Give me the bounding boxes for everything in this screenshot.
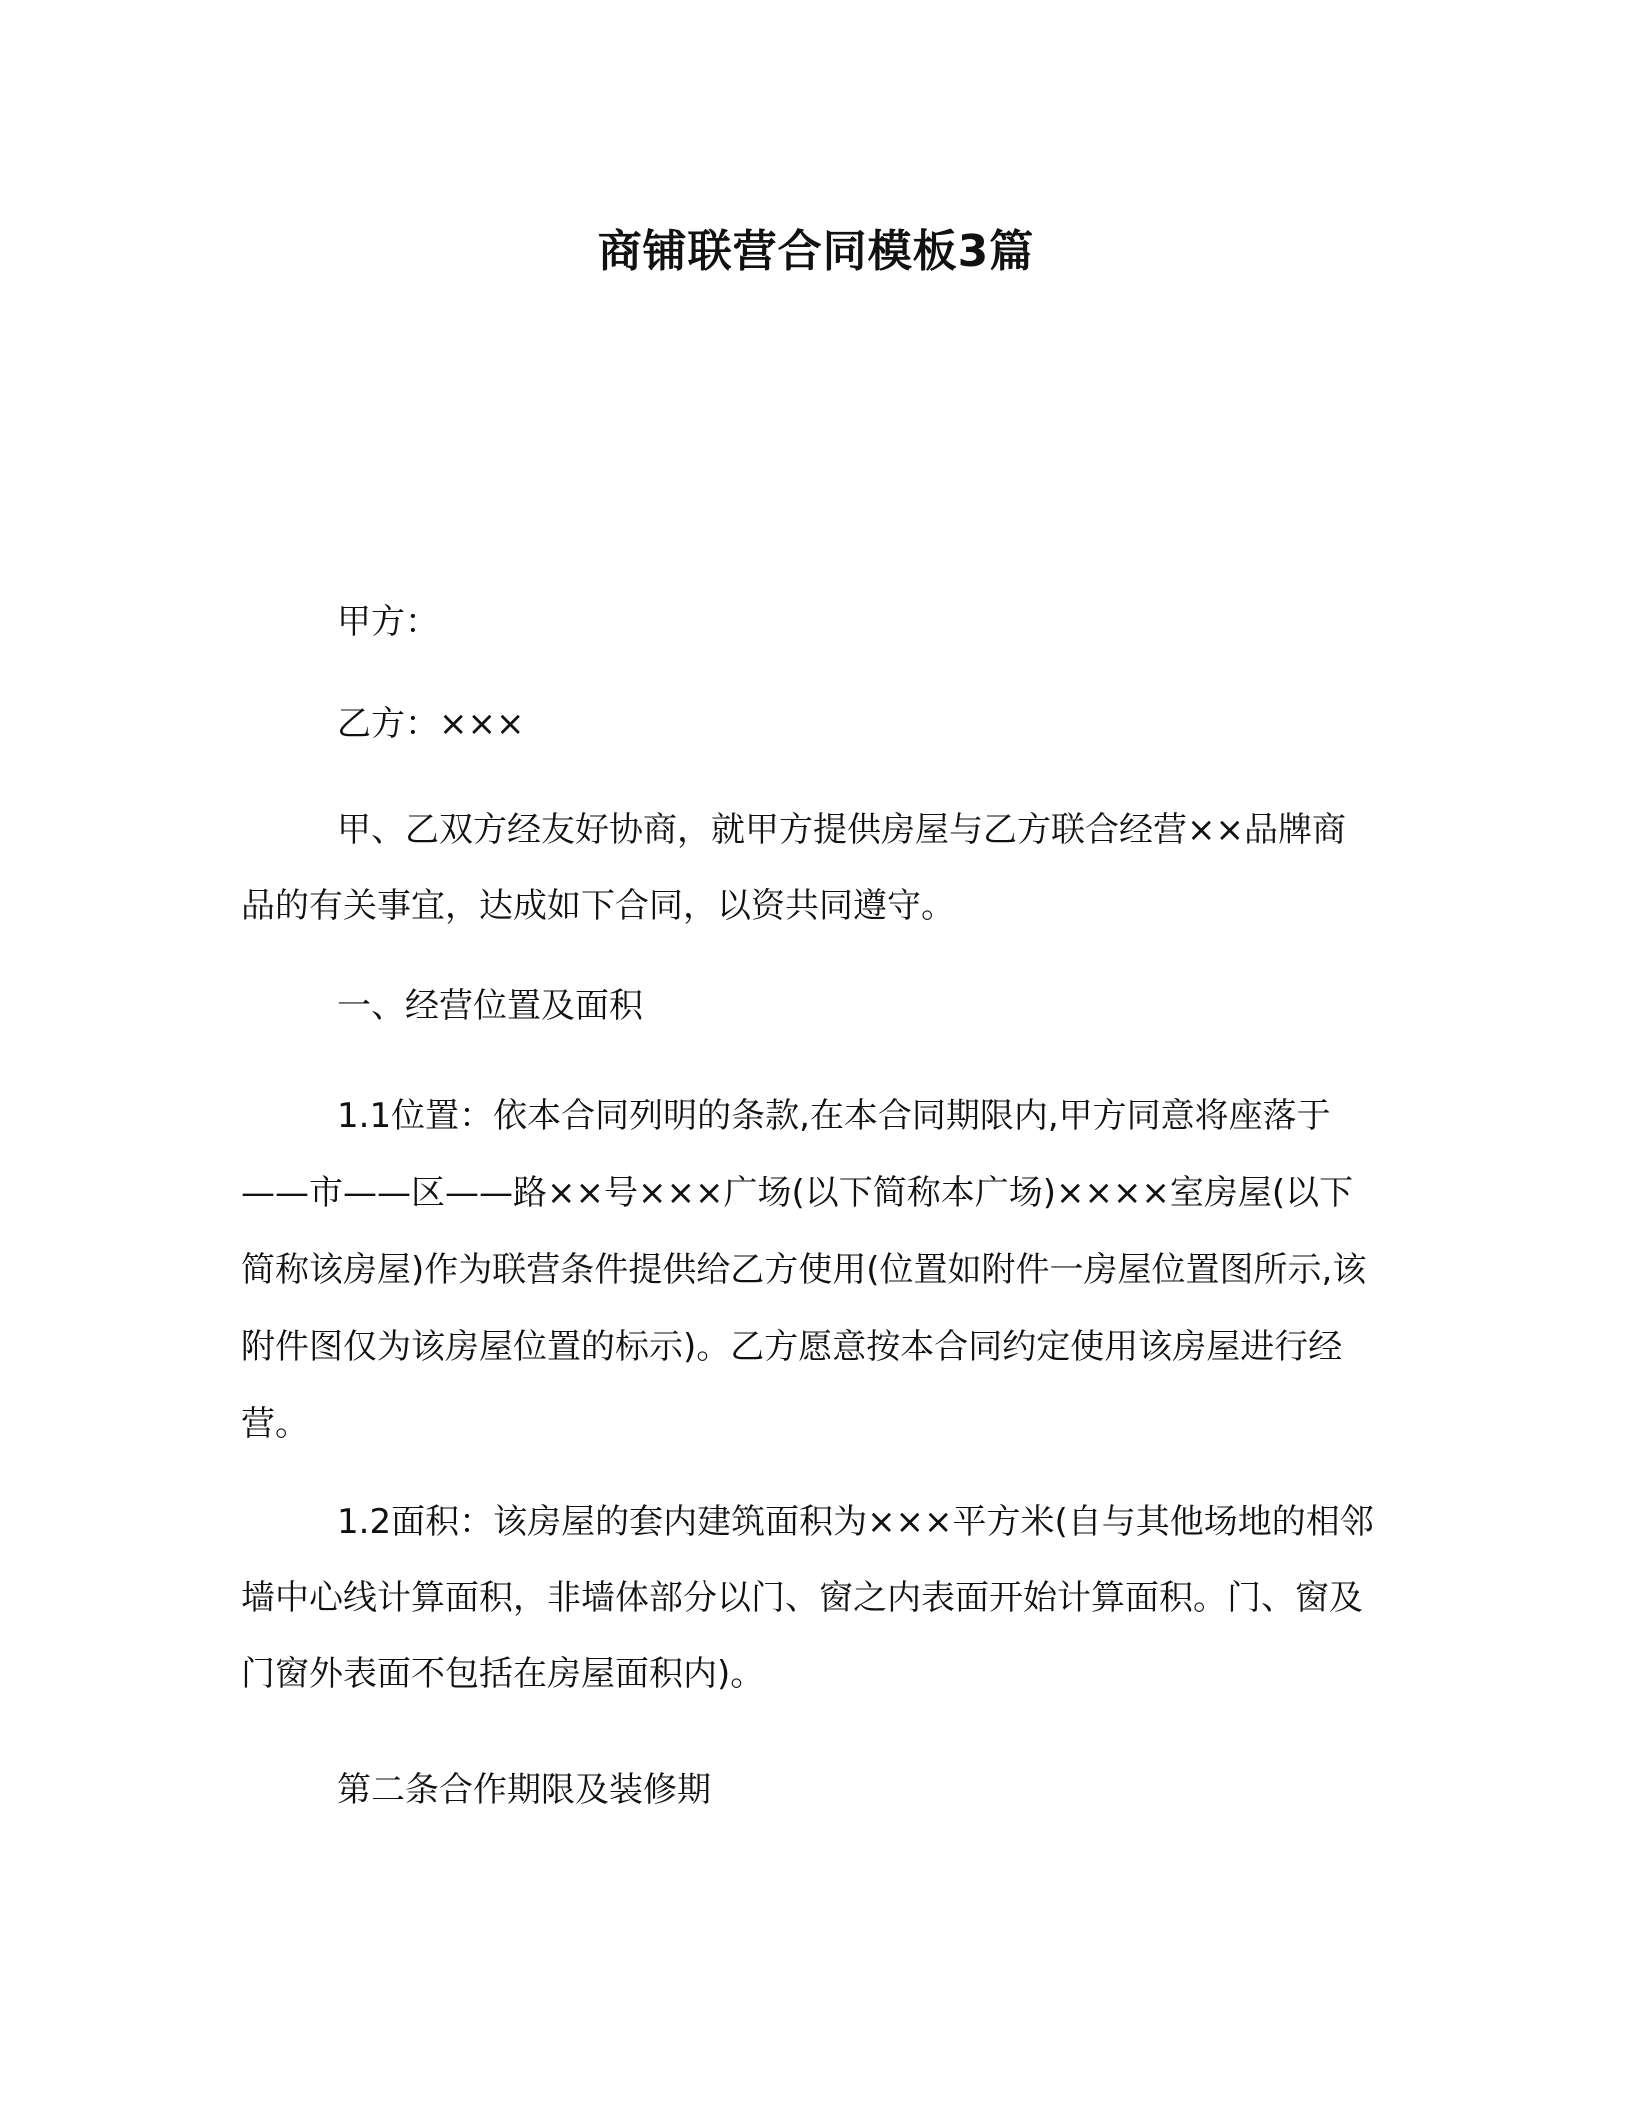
party-a-line: 甲方： bbox=[337, 602, 439, 642]
party-b-line: 乙方：××× bbox=[337, 704, 525, 744]
section-2-heading: 第二条合作期限及装修期 bbox=[337, 1770, 711, 1810]
intro-paragraph: 甲、乙双方经友好协商，就甲方提供房屋与乙方联合经营××品牌商品的有关事宜，达成如下合同，以资共同遵守。 bbox=[241, 810, 1346, 926]
clause-1-1-paragraph: 1.1位置：依本合同列明的条款,在本合同期限内,甲方同意将座落于——市——区——路××号×××广场(以下简称本广场)××××室房屋(以下简称该房屋)作为联营条件提供给乙方使用(位置如附件一房屋位置图所示,该附件图仅为该房屋位置的标示)。乙方愿意按本合同约定使用该房屋进行经营。 bbox=[241, 1096, 1367, 1444]
section-1-heading: 一、经营位置及面积 bbox=[337, 986, 643, 1026]
document-title: 商铺联营合同模板3篇 bbox=[597, 226, 1035, 277]
clause-1-2-paragraph: 1.2面积：该房屋的套内建筑面积为×××平方米(自与其他场地的相邻墙中心线计算面积，非墙体部分以门、窗之内表面开始计算面积。门、窗及门窗外表面不包括在房屋面积内)。 bbox=[241, 1502, 1374, 1694]
